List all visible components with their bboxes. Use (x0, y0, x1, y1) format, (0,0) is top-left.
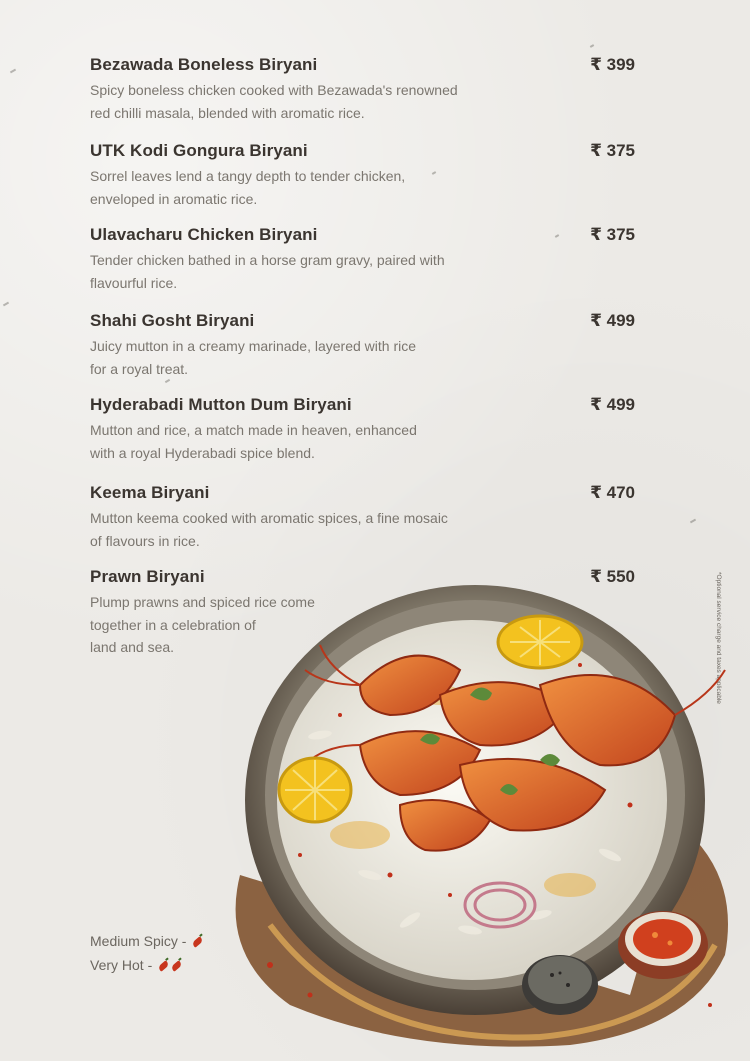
item-description: Juicy mutton in a creamy marinade, layered with rice for a royal treat. (90, 338, 417, 377)
item-name: Ulavacharu Chicken Biryani (90, 225, 318, 244)
item-price: ₹ 499 (590, 311, 635, 330)
item-price: ₹ 550 (590, 567, 635, 586)
item-name: Shahi Gosht Biryani (90, 311, 255, 330)
chili-pepper-icon (157, 960, 169, 972)
item-price: ₹ 375 (590, 141, 635, 160)
chili-pepper-icon (192, 936, 204, 948)
legend-label: Medium Spicy - (90, 933, 187, 949)
item-name: UTK Kodi Gongura Biryani (90, 141, 308, 160)
item-price: ₹ 375 (590, 225, 635, 244)
chili-pepper-icon (170, 960, 182, 972)
lemon-icon (498, 616, 582, 668)
item-price: ₹ 399 (590, 55, 635, 74)
item-description: Spicy boneless chicken cooked with Bezawada's renowned red chilli masala, blended with aromatic rice. (90, 82, 458, 121)
service-charge-footnote: *Optional service charge and taxes applicable (715, 572, 722, 704)
item-name: Hyderabadi Mutton Dum Biryani (90, 395, 352, 414)
prawn-biryani-illustration (210, 575, 740, 1061)
item-price: ₹ 470 (590, 483, 635, 502)
item-description: Sorrel leaves lend a tangy depth to tender chicken, enveloped in aromatic rice. (90, 168, 406, 207)
item-description: Mutton and rice, a match made in heaven, enhanced with a royal Hyderabadi spice blend. (90, 422, 417, 461)
item-price: ₹ 499 (590, 395, 635, 414)
legend-medium-spicy (90, 933, 203, 949)
legend-very-hot (90, 957, 182, 973)
item-description: Mutton keema cooked with aromatic spices, a fine mosaic of flavours in rice. (90, 510, 448, 549)
item-name: Bezawada Boneless Biryani (90, 55, 318, 74)
item-description: Tender chicken bathed in a horse gram gravy, paired with flavourful rice. (90, 252, 445, 291)
item-description: Plump prawns and spiced rice come together in a celebration of land and sea. (90, 594, 315, 655)
legend-label: Very Hot - (90, 957, 153, 973)
item-name: Keema Biryani (90, 483, 210, 502)
item-name: Prawn Biryani (90, 567, 205, 586)
